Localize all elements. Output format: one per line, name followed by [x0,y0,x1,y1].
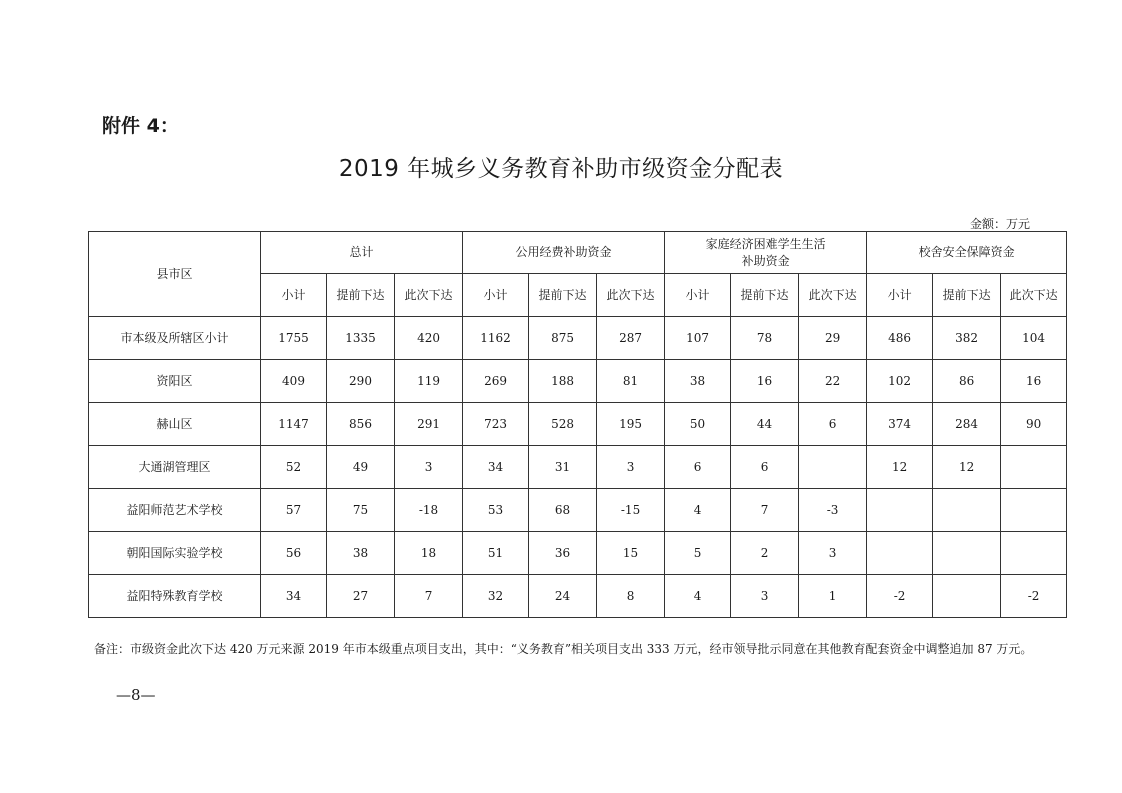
value-cell: 1 [799,575,867,618]
value-cell: 15 [597,532,665,575]
value-cell: 27 [327,575,395,618]
value-cell: 3 [395,446,463,489]
subheader-advance: 提前下达 [933,274,1001,317]
region-name-cell: 赫山区 [89,403,261,446]
allocation-table [88,231,1067,618]
value-cell: 38 [327,532,395,575]
value-cell: 382 [933,317,1001,360]
group-header-living-subsidy-line2: 补助资金 [741,253,790,268]
subheader-current: 此次下达 [799,274,867,317]
subheader-subtotal: 小计 [463,274,529,317]
value-cell: 374 [867,403,933,446]
value-cell [867,532,933,575]
value-cell: 32 [463,575,529,618]
value-cell: 12 [867,446,933,489]
value-cell: 5 [665,532,731,575]
value-cell: 56 [261,532,327,575]
region-name-cell: 益阳特殊教育学校 [89,575,261,618]
table-row [89,446,1067,489]
value-cell: 420 [395,317,463,360]
value-cell: 7 [395,575,463,618]
value-cell: -3 [799,489,867,532]
value-cell: 53 [463,489,529,532]
subheader-advance: 提前下达 [327,274,395,317]
value-cell: 24 [529,575,597,618]
page-title: 2019 年城乡义务教育补助市级资金分配表 [338,156,784,182]
table-row [89,532,1067,575]
group-header-living-subsidy [665,232,867,274]
value-cell: 856 [327,403,395,446]
value-cell: 2 [731,532,799,575]
value-cell: 284 [933,403,1001,446]
page-number: —8— [116,686,156,704]
region-name-cell: 市本级及所辖区小计 [89,317,261,360]
value-cell: 50 [665,403,731,446]
value-cell: 104 [1001,317,1067,360]
value-cell: 81 [597,360,665,403]
region-header: 县市区 [89,232,261,317]
value-cell: 291 [395,403,463,446]
value-cell: 6 [665,446,731,489]
unit-label: 金额：万元 [969,217,1030,231]
value-cell: 29 [799,317,867,360]
value-cell: 269 [463,360,529,403]
group-header-living-subsidy-line1: 家庭经济困难学生生活 [705,236,826,251]
value-cell: 34 [463,446,529,489]
region-name-cell: 大通湖管理区 [89,446,261,489]
value-cell: 86 [933,360,1001,403]
subheader-current: 此次下达 [395,274,463,317]
subheader-advance: 提前下达 [731,274,799,317]
region-name-cell: 资阳区 [89,360,261,403]
value-cell: 528 [529,403,597,446]
subheader-current: 此次下达 [1001,274,1067,317]
value-cell: 409 [261,360,327,403]
value-cell: 1147 [261,403,327,446]
value-cell: -2 [1001,575,1067,618]
value-cell: 52 [261,446,327,489]
value-cell: 31 [529,446,597,489]
value-cell: 723 [463,403,529,446]
value-cell: 18 [395,532,463,575]
value-cell: 107 [665,317,731,360]
subheader-subtotal: 小计 [867,274,933,317]
value-cell: 3 [597,446,665,489]
table-row [89,317,1067,360]
region-name-cell: 朝阳国际实验学校 [89,532,261,575]
group-header-total: 总计 [261,232,463,274]
value-cell [1001,446,1067,489]
table-row [89,403,1067,446]
value-cell: 68 [529,489,597,532]
value-cell: 6 [731,446,799,489]
value-cell: 44 [731,403,799,446]
group-header-public-funds: 公用经费补助资金 [463,232,665,274]
value-cell: 1162 [463,317,529,360]
value-cell: 188 [529,360,597,403]
table-row [89,360,1067,403]
value-cell [867,489,933,532]
region-name-cell: 益阳师范艺术学校 [89,489,261,532]
value-cell: 4 [665,489,731,532]
value-cell: 38 [665,360,731,403]
group-header-school-safety: 校舍安全保障资金 [867,232,1067,274]
value-cell: 287 [597,317,665,360]
value-cell: 3 [799,532,867,575]
table-body [89,317,1067,618]
value-cell: 102 [867,360,933,403]
value-cell: 22 [799,360,867,403]
value-cell: 90 [1001,403,1067,446]
value-cell: 1335 [327,317,395,360]
subheader-current: 此次下达 [597,274,665,317]
value-cell: 4 [665,575,731,618]
value-cell: 8 [597,575,665,618]
value-cell: 49 [327,446,395,489]
value-cell: 78 [731,317,799,360]
value-cell: 875 [529,317,597,360]
value-cell [799,446,867,489]
value-cell: 6 [799,403,867,446]
value-cell [1001,489,1067,532]
value-cell: 36 [529,532,597,575]
value-cell: -18 [395,489,463,532]
value-cell: 119 [395,360,463,403]
table-row [89,489,1067,532]
value-cell: 195 [597,403,665,446]
value-cell: -2 [867,575,933,618]
value-cell: 51 [463,532,529,575]
value-cell [933,489,1001,532]
value-cell: 486 [867,317,933,360]
value-cell: 16 [1001,360,1067,403]
value-cell: 12 [933,446,1001,489]
value-cell [933,575,1001,618]
subheader-subtotal: 小计 [261,274,327,317]
value-cell: 290 [327,360,395,403]
table-row [89,575,1067,618]
footnote: 备注：市级资金此次下达 420 万元来源 2019 年市本级重点项目支出，其中：“义务教育”相关项目支出 333 万元，经市领导批示同意在其他教育配套资金中调整追加 87 万元。 [94,642,1033,656]
value-cell: 57 [261,489,327,532]
value-cell: -15 [597,489,665,532]
value-cell [933,532,1001,575]
value-cell [1001,532,1067,575]
subheader-subtotal: 小计 [665,274,731,317]
subheader-advance: 提前下达 [529,274,597,317]
value-cell: 7 [731,489,799,532]
value-cell: 16 [731,360,799,403]
attachment-label: 附件 4： [102,115,179,137]
value-cell: 3 [731,575,799,618]
value-cell: 1755 [261,317,327,360]
value-cell: 75 [327,489,395,532]
value-cell: 34 [261,575,327,618]
